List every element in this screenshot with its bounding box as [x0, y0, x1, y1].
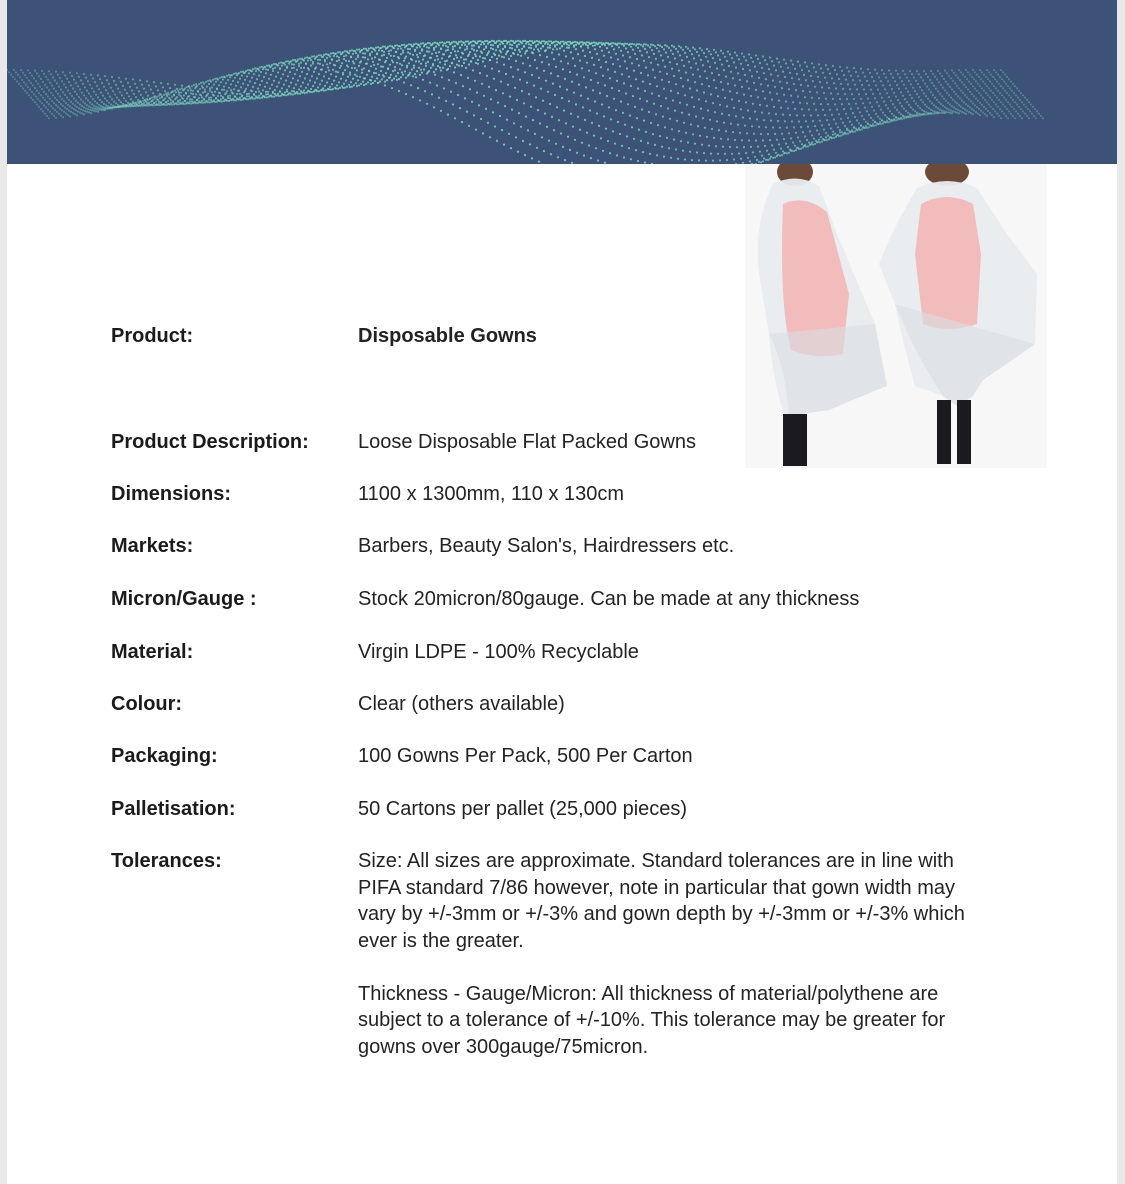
spec-value: Disposable Gowns: [358, 325, 537, 347]
spec-label: Packaging:: [111, 745, 218, 767]
header-banner: [7, 0, 1117, 164]
spec-label: Colour:: [111, 693, 183, 715]
tolerances-text: [358, 848, 998, 1087]
person-side-view: [758, 164, 887, 466]
product-photo: [745, 164, 1047, 468]
spec-label: Palletisation:: [111, 798, 236, 820]
spec-label: Micron/Gauge :: [111, 588, 257, 610]
person-front-view: [879, 164, 1037, 464]
spec-value: Loose Disposable Flat Packed Gowns: [358, 431, 696, 453]
document-page: [7, 0, 1117, 1184]
spec-label: Dimensions:: [111, 483, 232, 505]
spec-value: Clear (others available): [358, 693, 565, 715]
spec-value: Stock 20micron/80gauge. Can be made at any thickness: [358, 588, 860, 610]
spec-label: Tolerances:: [111, 850, 222, 872]
spec-value: Barbers, Beauty Salon's, Hairdressers etc.: [358, 535, 735, 557]
spec-label: Material:: [111, 641, 194, 663]
spec-value: 50 Cartons per pallet (25,000 pieces): [358, 798, 688, 820]
size-tolerance-paragraph: Size: All sizes are approximate. Standard tolerances are in line with PIFA standard 7/86 however, note in particular that gown width may vary by +/-3mm or +/-3% and gown depth by +/-3mm or +/-3% which ever is the greater.: [358, 850, 965, 952]
spec-value: 1100 x 1300mm, 110 x 130cm: [358, 483, 625, 505]
dot-wave-decoration: [7, 0, 1117, 164]
spec-value: 100 Gowns Per Pack, 500 Per Carton: [358, 745, 693, 767]
spec-label: Product:: [111, 325, 194, 347]
thickness-tolerance-paragraph: Thickness - Gauge/Micron: All thickness of material/polythene are subject to a tolerance of +/-10%. This tolerance may be greater for gowns over 300gauge/75micron.: [358, 982, 946, 1058]
spec-label: Product Description:: [111, 431, 309, 453]
gown-photo-icon: [745, 164, 1047, 468]
spec-value: Virgin LDPE - 100% Recyclable: [358, 641, 639, 663]
spec-label: Markets:: [111, 535, 194, 557]
